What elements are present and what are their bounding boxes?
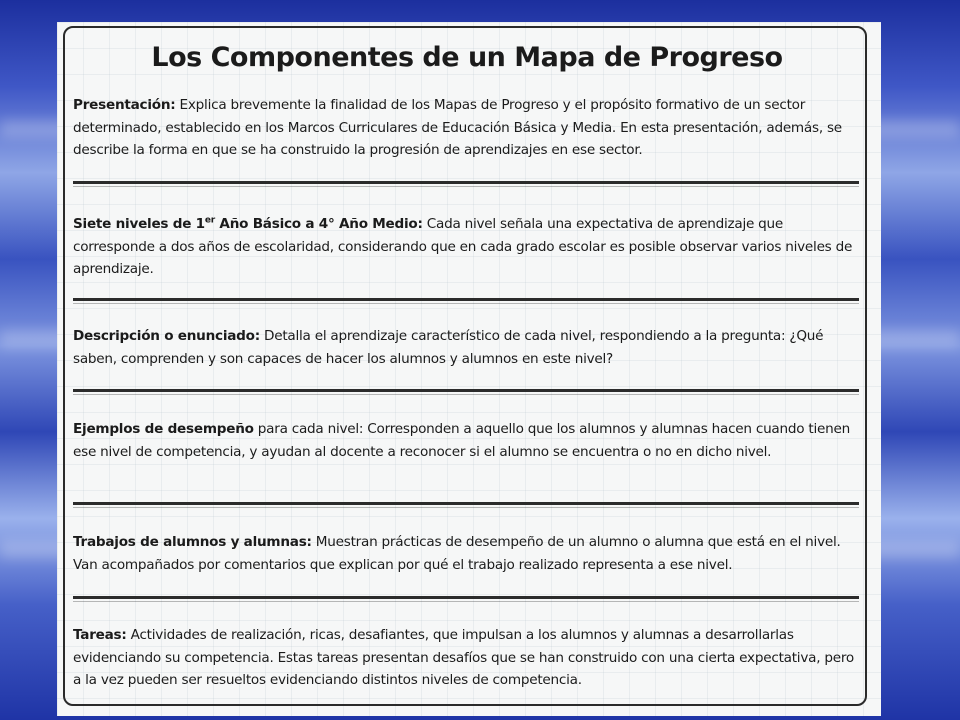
section-divider — [73, 502, 859, 505]
section-text: Cada nivel señala una expectativa de aprendizaje que corresponde a dos años de escolaridad, considerando que en cada grado escolar es posible observar varios niveles de aprendizaje. — [73, 216, 853, 277]
section-ejemplos — [73, 418, 861, 463]
section-divider — [73, 181, 859, 184]
section-tareas — [73, 624, 861, 692]
content-frame — [63, 26, 867, 706]
section-text: Explica brevemente la finalidad de los Mapas de Progreso y el propósito formativo de un sector determinado, establecido en los Marcos Curriculares de Educación Básica y Media. En esta presentación, además, se describe la forma en que se ha construido la progresión de aprendizajes en ese sector. — [73, 97, 842, 158]
section-text: Muestran prácticas de desempeño de un alumno o alumna que está en el nivel. Van acompañados por comentarios que explican por qué el trabajo realizado representa a ese nivel. — [73, 534, 841, 573]
section-trabajos — [73, 531, 861, 576]
section-text: Actividades de realización, ricas, desafiantes, que impulsan a los alumnos y alumnas a desarrollarlas evidenciando su competencia. Estas tareas presentan desafíos que se han construido con una cierta expectativa, pero a la vez pueden ser resueltos evidenciando distintos niveles de competencia. — [73, 627, 854, 688]
section-label — [73, 216, 423, 232]
document-page — [57, 22, 881, 716]
section-descripcion — [73, 325, 861, 370]
section-label: Descripción o enunciado: — [73, 328, 260, 344]
section-label-superscript: er — [204, 215, 215, 226]
section-text: para cada nivel: Corresponden a aquello que los alumnos y alumnas hacen cuando tienen ese nivel de competencia, y ayudan al docente a reconocer si el alumno se encuentra o no en dicho nivel. — [73, 421, 850, 460]
section-divider — [73, 389, 859, 392]
section-label-part: Año Básico a 4° Año Medio: — [214, 216, 423, 232]
section-label-part: Siete niveles de 1 — [73, 216, 205, 232]
section-label: Ejemplos de desempeño — [73, 421, 254, 437]
section-label: Trabajos de alumnos y alumnas: — [73, 534, 312, 550]
section-label: Tareas: — [73, 627, 127, 643]
page-title: Los Componentes de un Mapa de Progreso — [151, 42, 783, 73]
section-divider — [73, 298, 859, 301]
section-divider — [73, 596, 859, 599]
section-text: Detalla el aprendizaje característico de cada nivel, respondiendo a la pregunta: ¿Qué saben, comprenden y son capaces de hacer los alumnos y alumnos en este nivel? — [73, 328, 824, 367]
section-label: Presentación: — [73, 97, 176, 113]
section-presentacion — [73, 94, 861, 162]
section-siete-niveles — [73, 213, 861, 281]
